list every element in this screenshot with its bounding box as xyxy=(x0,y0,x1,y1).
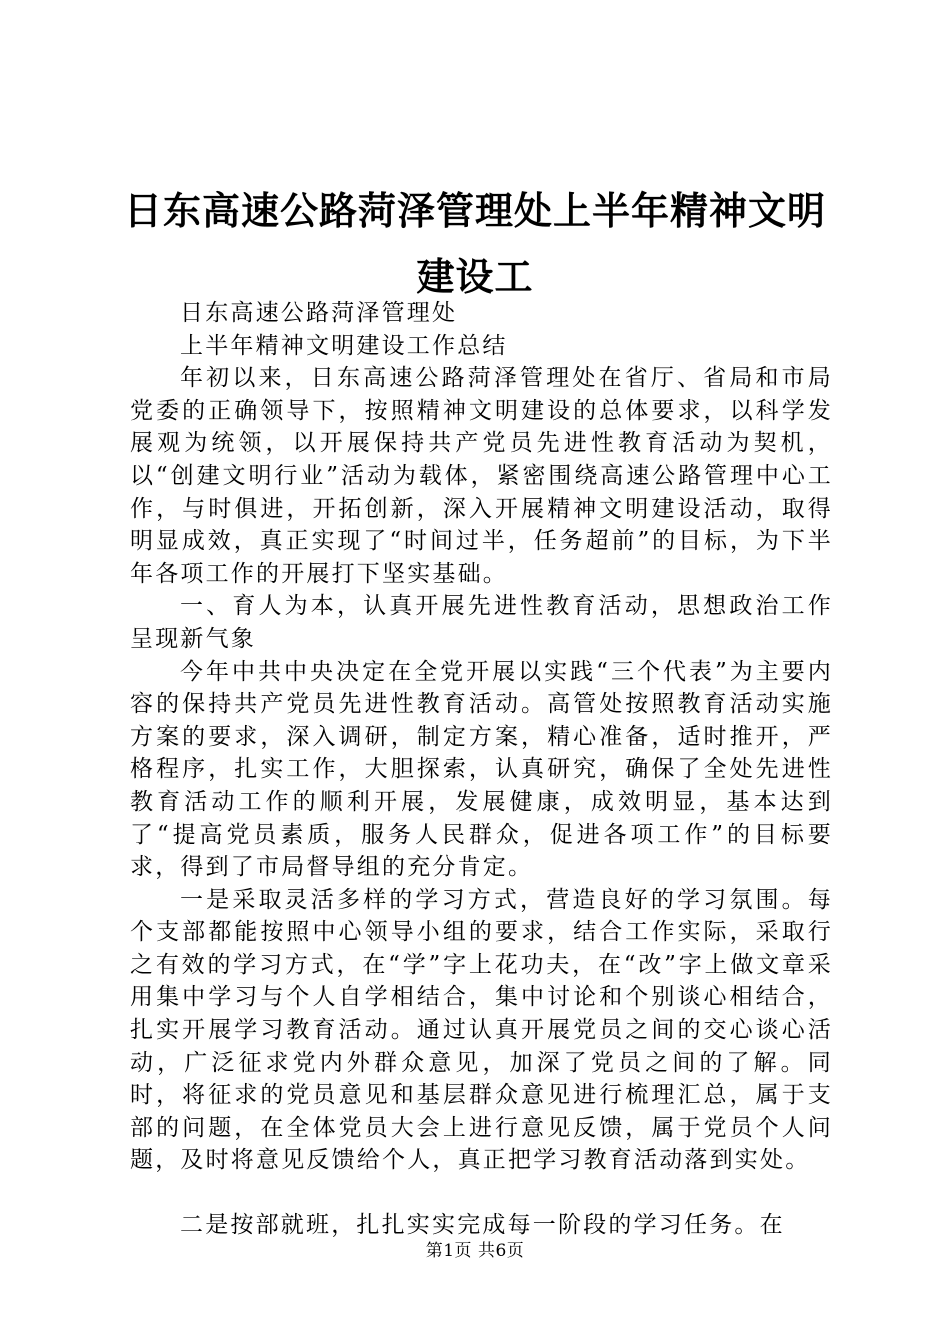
organization-line: 日东高速公路菏泽管理处 xyxy=(180,300,458,326)
document-body xyxy=(130,297,833,1242)
next-point-paragraph: 二是按部就班，扎扎实实完成每一阶段的学习任务。在 xyxy=(180,1212,785,1239)
education-paragraph: 今年中共中央决定在全党开展以实践“三个代表”为主要内容的保持共产党员先进性教育活动。高管处按照教育活动实施方案的要求，深入调研，制定方案，精心准备，适时推开，严格程序，扎实工作，大胆探索，认真研究，确保了全处先进性教育活动工作的顺利开展，发展健康，成效明显，基本达到了“提高党员素质，服务人民群众，促进各项工作”的目标要求，得到了市局督导组的充分肯定。 xyxy=(130,658,833,881)
section-heading-one: 一、育人为本，认真开展先进性教育活动，思想政治工作呈现新气象 xyxy=(130,593,833,652)
intro-paragraph: 年初以来，日东高速公路菏泽管理处在省厅、省局和市局党委的正确领导下，按照精神文明建设的总体要求，以科学发展观为统领，以开展保持共产党员先进性教育活动为契机，以“创建文明行业”活动为载体，紧密围绕高速公路管理中心工作，与时俱进，开拓创新，深入开展精神文明建设活动，取得明显成效，真正实现了“时间过半，任务超前”的目标，为下半年各项工作的开展打下坚实基础。 xyxy=(130,365,833,587)
learning-methods-paragraph: 一是采取灵活多样的学习方式，营造良好的学习氛围。每个支部都能按照中心领导小组的要求，结合工作实际，采取行之有效的学习方式，在“学”字上花功夫，在“改”字上做文章采用集中学习与个人自学相结合，集中讨论和个别谈心相结合，扎实开展学习教育活动。通过认真开展党员之间的交心谈心活动，广泛征求党内外群众意见，加深了党员之间的了解。同时，将征求的党员意见和基层群众意见进行梳理汇总，属于支部的问题，在全体党员大会上进行意见反馈，属于党员个人问题，及时将意见反馈给个人，真正把学习教育活动落到实处。 xyxy=(130,886,833,1174)
subtitle-line: 上半年精神文明建设工作总结 xyxy=(180,332,508,359)
page-number: 第1页 共6页 xyxy=(425,1241,525,1261)
document-title: 日东高速公路菏泽管理处上半年精神文明建设工 xyxy=(123,188,826,299)
